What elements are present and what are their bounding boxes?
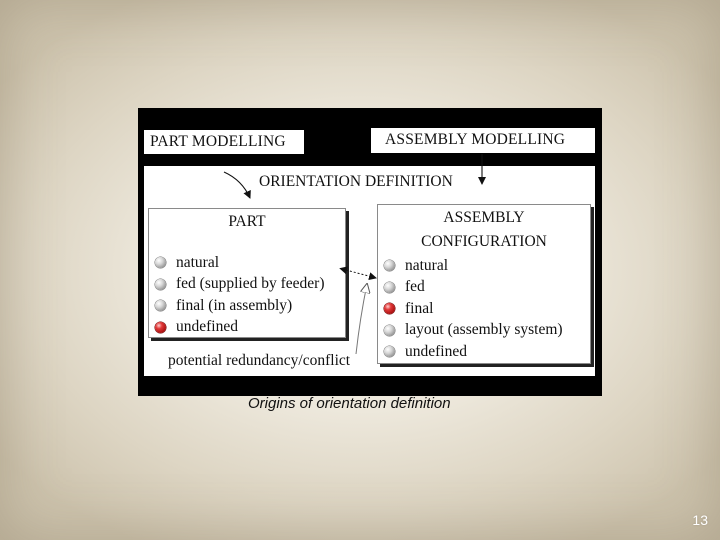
assembly-configuration-box <box>377 204 591 364</box>
orientation-definition-title: ORIENTATION DEFINITION <box>259 173 453 190</box>
radio-bullet-icon <box>384 325 395 336</box>
assembly-box-title-line1: ASSEMBLY <box>443 209 525 226</box>
part-modelling-header: PART MODELLING <box>144 130 304 154</box>
radio-bullet-icon <box>155 300 166 311</box>
assembly-option-undefined <box>384 341 563 363</box>
assembly-option-layout <box>384 320 563 342</box>
part-box <box>148 208 346 338</box>
assembly-box-title-line2: CONFIGURATION <box>421 233 547 250</box>
option-label: natural <box>176 253 220 271</box>
radio-bullet-icon <box>384 260 395 271</box>
radio-bullet-icon <box>384 282 395 293</box>
orientation-diagram <box>138 108 602 396</box>
assembly-option-natural <box>384 255 563 277</box>
option-label: fed (supplied by feeder) <box>176 275 325 293</box>
option-label: natural <box>405 256 449 274</box>
assembly-modelling-header: ASSEMBLY MODELLING <box>371 128 595 153</box>
radio-bullet-icon <box>384 346 395 357</box>
option-label: fed <box>405 278 425 296</box>
option-label: final <box>405 299 434 317</box>
selected-radio-bullet-icon <box>384 303 395 314</box>
redundancy-conflict-note: potential redundancy/conflict <box>168 352 351 369</box>
part-options-list <box>155 252 324 338</box>
option-label: undefined <box>405 342 467 360</box>
part-option-natural <box>155 252 324 274</box>
assembly-option-fed <box>384 277 563 299</box>
option-label: undefined <box>176 318 238 336</box>
option-label: layout (assembly system) <box>405 321 563 339</box>
assembly-option-final <box>384 298 563 320</box>
orientation-definition-panel <box>144 166 595 376</box>
part-option-final <box>155 295 324 317</box>
part-box-title: PART <box>228 213 266 230</box>
part-option-undefined <box>155 317 324 339</box>
radio-bullet-icon <box>155 257 166 268</box>
option-label: final (in assembly) <box>176 296 293 314</box>
part-option-fed <box>155 274 324 296</box>
radio-bullet-icon <box>155 279 166 290</box>
page-number: 13 <box>692 512 708 528</box>
assembly-options-list <box>384 255 563 363</box>
selected-radio-bullet-icon <box>155 322 166 333</box>
figure-caption: Origins of orientation definition <box>248 395 451 412</box>
